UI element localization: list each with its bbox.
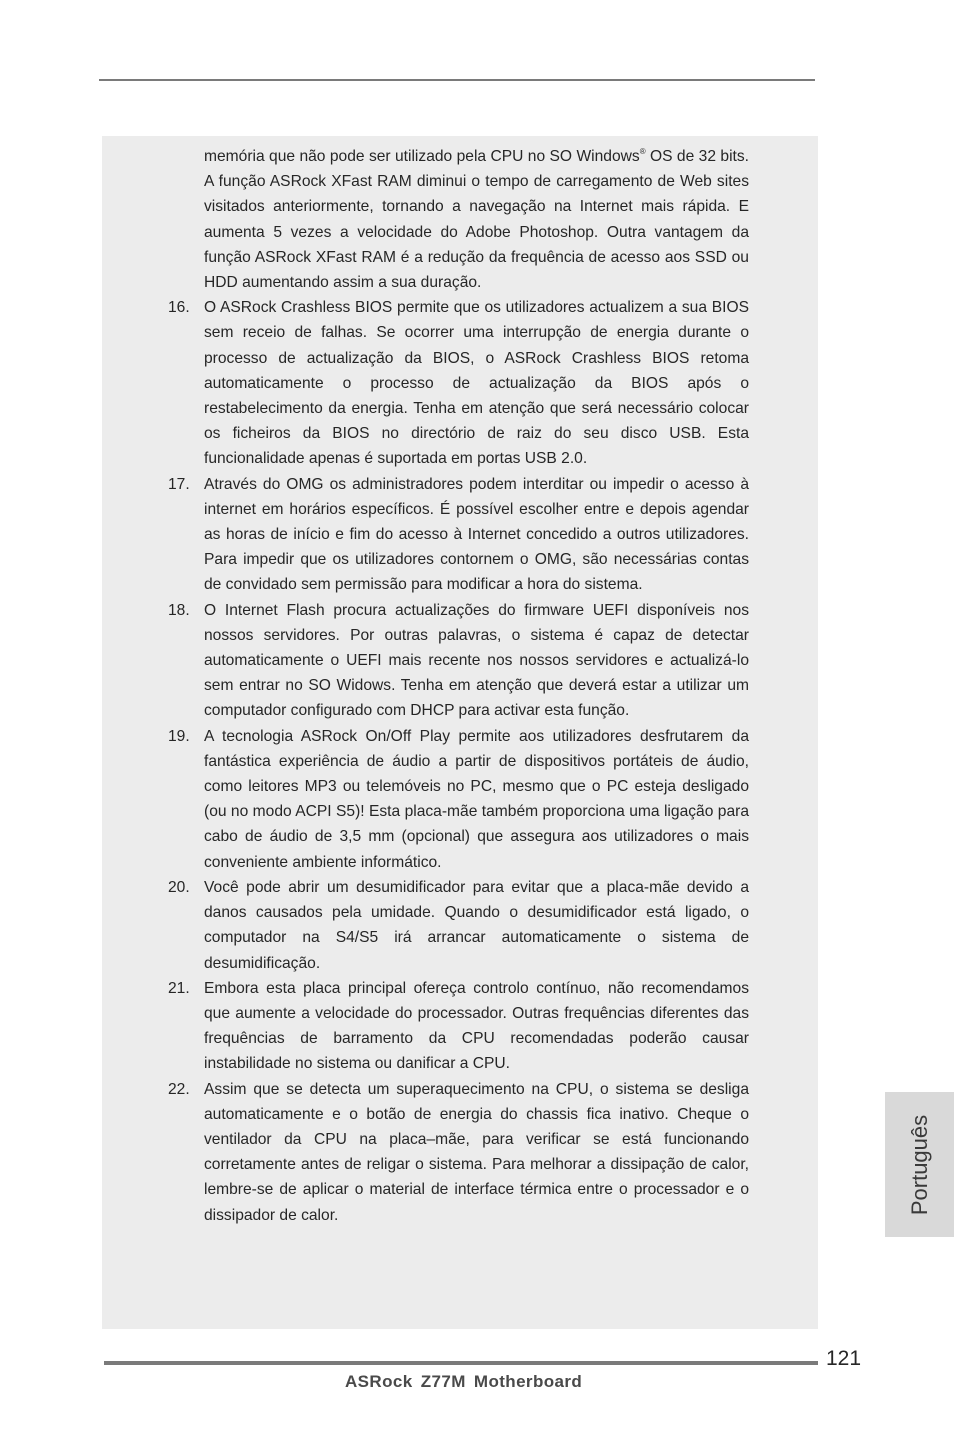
- footer-title: ASRock Z77M Motherboard: [345, 1372, 583, 1391]
- list-item-17: [168, 472, 749, 598]
- item-text: O ASRock Crashless BIOS permite que os utilizadores actualizem a sua BIOS sem receio de falhas. Se ocorrer uma interrupção de energia durante o processo de actualização da BIOS, o ASRock Crashless BIOS retoma automaticamente o processo de actualização da BIOS após o restabelecimento da energia. Tenha em atenção que será necessário colocar os ficheiros da BIOS no directório de raiz do seu disco USB. Esta funcionalidade apenas é suportada em portas USB 2.0.: [204, 299, 749, 468]
- list-item-19: [168, 724, 749, 875]
- item-text: Embora esta placa principal ofereça controlo contínuo, não recomendamos que aumente a velocidade do processador. Outras frequências diferentes das frequências de barramento da CPU recomendadas poderão causar instabilidade no sistema ou danificar a CPU.: [204, 979, 749, 1073]
- item-text: Assim que se detecta um superaquecimento na CPU, o sistema se desliga automaticamente e o botão de energia do chassis fica inativo. Cheque o ventilador da CPU na placa–mãe, para verificar se está funcionando corretamente antes de religar o sistema. Para melhorar a dissipação de calor, lembre-se de aplicar o material de interface térmica entre o processador e o dissipador de calor.: [204, 1080, 749, 1224]
- language-tab-label: Português: [906, 1114, 932, 1215]
- item-text: A tecnologia ASRock On/Off Play permite aos utilizadores desfrutarem da fantástica experiência de áudio a partir de dispositivos portáteis de áudio, como leitores MP3 ou telemóveis no PC, mesmo que o PC esteja desligado (ou no modo ACPI S5)! Esta placa-mãe também proporciona uma ligação para cabo de áudio de 3,5 mm (opcional) que assegura aos utilizadores o mais conveniente ambiente informático.: [204, 727, 749, 871]
- bottom-rule: [104, 1361, 818, 1365]
- item-number: 22.: [168, 1080, 190, 1098]
- item-text: Você pode abrir um desumidificador para evitar que a placa-mãe devido a danos causados pela umidade. Quando o desumidificador está ligado, o computador na S4/S5 irá arrancar automaticamente o sistema de desumidificação.: [204, 878, 749, 972]
- page-number: 121: [826, 1347, 862, 1370]
- item-text: O Internet Flash procura actualizações do firmware UEFI disponíveis nos nossos servidores. Por outras palavras, o sistema é capaz de detectar automaticamente o UEFI mais recente nos nossos servidores e actualizá-lo sem entrar no SO Widows. Tenha em atenção que deverá estar a utilizar um computador configurado com DHCP para activar esta função.: [204, 601, 749, 720]
- item-number: 18.: [168, 601, 190, 619]
- list-item-16: [168, 295, 749, 471]
- item-number: 19.: [168, 727, 190, 745]
- list-item-22: [168, 1077, 749, 1228]
- top-rule: [99, 79, 815, 81]
- continuation-text-start: memória que não pode ser utilizado pela CPU no SO Windows: [204, 148, 640, 165]
- item-text: Através do OMG os administradores podem interditar ou impedir o acesso à internet em horários específicos. É possível escolher entre e depois agendar as horas de início e fim do acesso à Internet concedido a outros utilizadores. Para impedir que os utilizadores contornem o OMG, são necessárias contas de convidado sem permissão para modificar a hora do sistema.: [204, 475, 749, 594]
- continuation-text-end: OS de 32 bits. A função ASRock XFast RAM diminui o tempo de carregamento de Web sites visitados anteriormente, tornando a navegação na Internet mais rápida. E aumenta 5 vezes a velocidade do Adobe Photoshop. Outra vantagem da função ASRock XFast RAM é a redução da frequência de acesso aos SSD ou HDD aumentando assim a sua duração.: [204, 148, 749, 292]
- list-item-20: [168, 875, 749, 976]
- item-number: 20.: [168, 878, 190, 896]
- item-number: 16.: [168, 299, 190, 317]
- registered-mark: ®: [639, 147, 646, 156]
- list-item-18: [168, 598, 749, 724]
- item-number: 17.: [168, 475, 190, 493]
- list-item-21: [168, 976, 749, 1077]
- feature-list: [102, 144, 818, 1228]
- item-number: 21.: [168, 979, 190, 997]
- content-box: [102, 136, 818, 1329]
- continuation-paragraph: [204, 144, 749, 295]
- language-tab: [885, 1092, 954, 1237]
